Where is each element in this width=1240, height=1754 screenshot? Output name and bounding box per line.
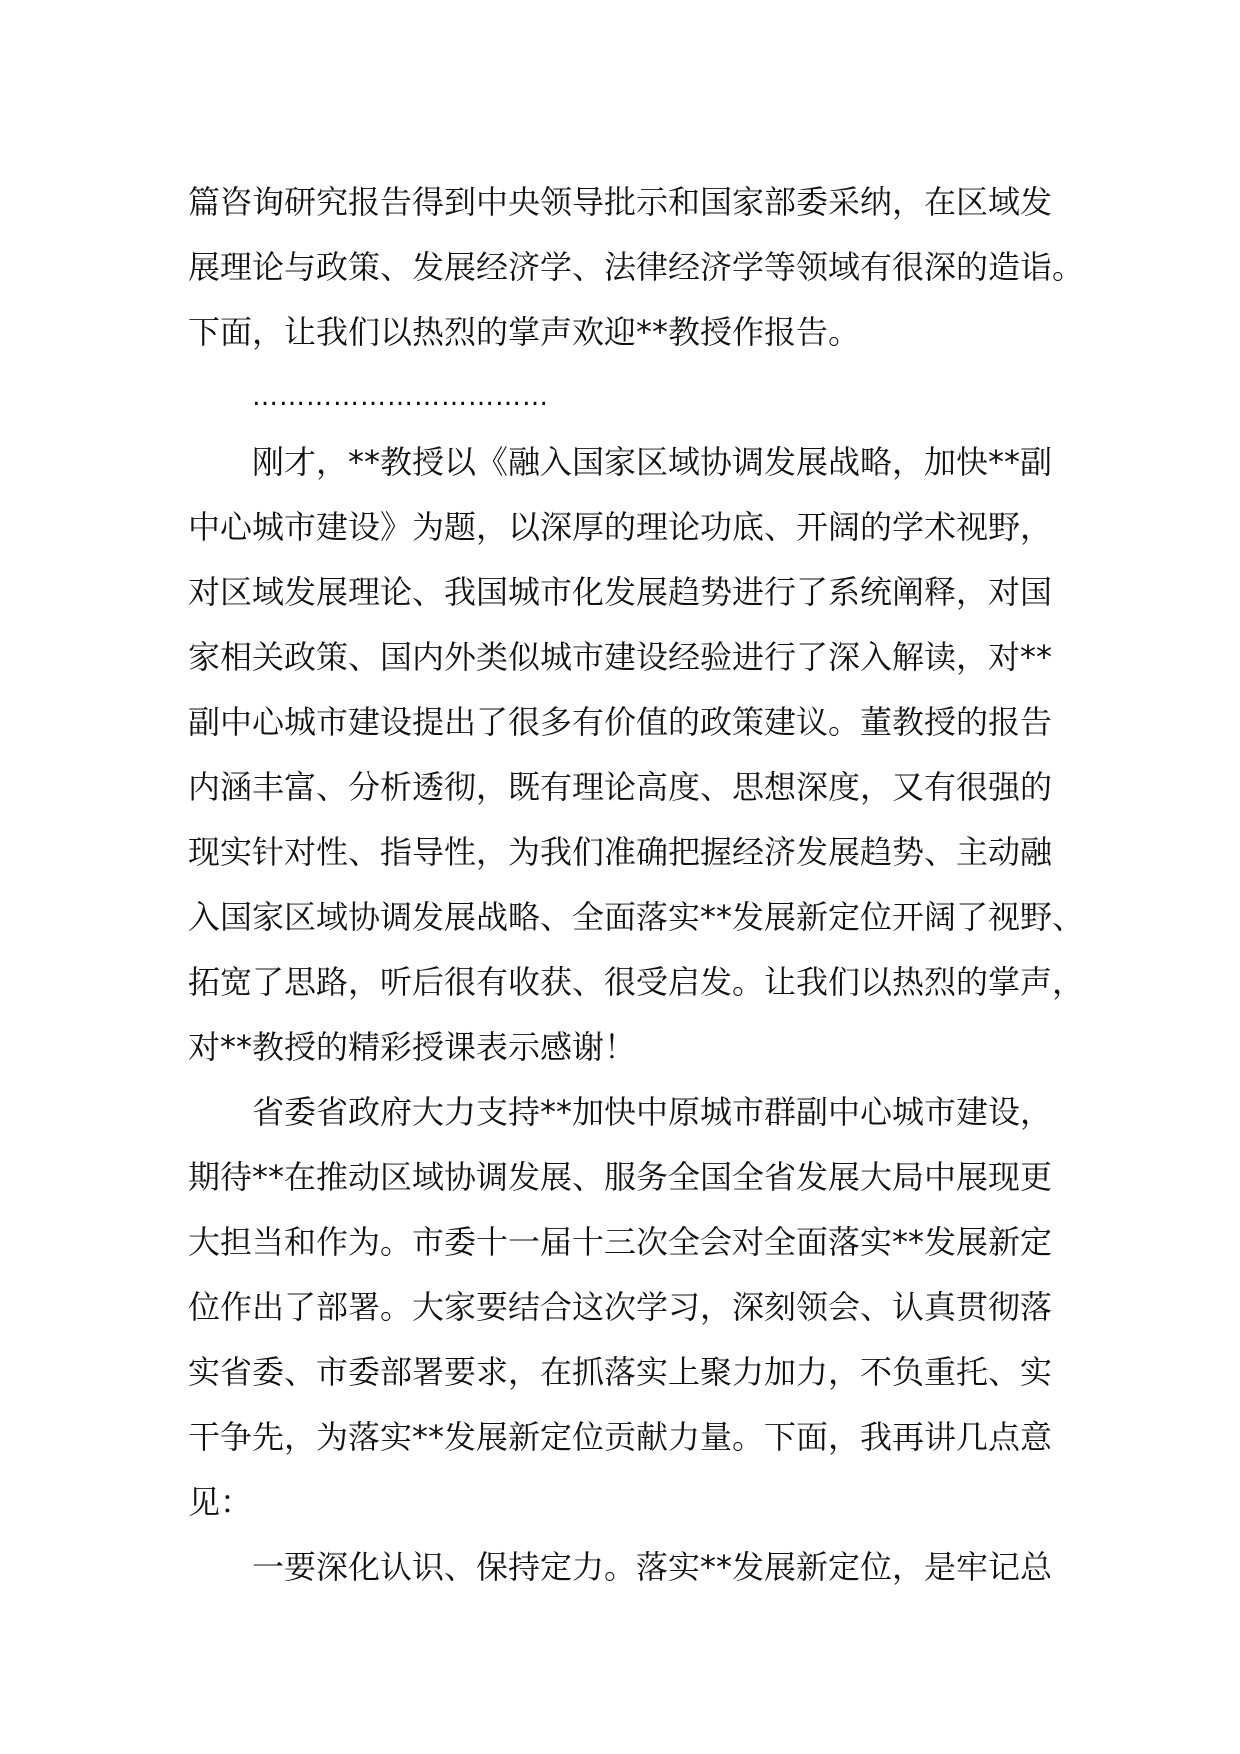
text-line-16: 期待**在推动区域协调发展、服务全国全省发展大局中展现更 — [188, 1158, 1053, 1196]
text-line-2: 展理论与政策、发展经济学、法律经济学等领域有很深的造诣。 — [188, 248, 1085, 286]
text-line-14: 对**教授的精彩授课表示感谢！ — [188, 1028, 637, 1066]
text-line-10: 内涵丰富、分析透彻，既有理论高度、思想深度，又有很强的 — [188, 768, 1053, 806]
document-body — [188, 170, 1088, 1600]
text-line-13: 拓宽了思路，听后很有收获、很受启发。让我们以热烈的掌声， — [188, 963, 1085, 1001]
text-line-11: 现实针对性、指导性，为我们准确把握经济发展趋势、主动融 — [188, 833, 1053, 871]
text-line-19: 实省委、市委部署要求，在抓落实上聚力加力，不负重托、实 — [188, 1353, 1053, 1391]
text-line-20: 干争先，为落实**发展新定位贡献力量。下面，我再讲几点意 — [188, 1418, 1053, 1456]
text-line-7: 对区域发展理论、我国城市化发展趋势进行了系统阐释，对国 — [188, 573, 1053, 611]
text-line-15: 省委省政府大力支持**加快中原城市群副中心城市建设， — [252, 1093, 1053, 1131]
text-line-18: 位作出了部署。大家要结合这次学习，深刻领会、认真贯彻落 — [188, 1288, 1053, 1326]
text-line-6: 中心城市建设》为题，以深厚的理论功底、开阔的学术视野， — [188, 508, 1053, 546]
text-line-17: 大担当和作为。市委十一届十三次全会对全面落实**发展新定 — [188, 1223, 1053, 1261]
text-line-1: 篇咨询研究报告得到中央领导批示和国家部委采纳，在区域发 — [188, 183, 1053, 221]
text-line-8: 家相关政策、国内外类似城市建设经验进行了深入解读，对** — [188, 638, 1053, 676]
text-line-21: 见： — [188, 1483, 253, 1521]
text-line-5: 刚才，**教授以《融入国家区域协调发展战略，加快**副 — [252, 443, 1053, 481]
text-line-3: 下面，让我们以热烈的掌声欢迎**教授作报告。 — [188, 313, 861, 351]
text-line-12: 入国家区域协调发展战略、全面落实**发展新定位开阔了视野、 — [188, 898, 1085, 936]
text-line-22: 一要深化认识、保持定力。落实**发展新定位，是牢记总 — [252, 1548, 1053, 1586]
ellipsis-separator: …………………………… — [252, 382, 549, 412]
text-line-9: 副中心城市建设提出了很多有价值的政策建议。董教授的报告 — [188, 703, 1053, 741]
